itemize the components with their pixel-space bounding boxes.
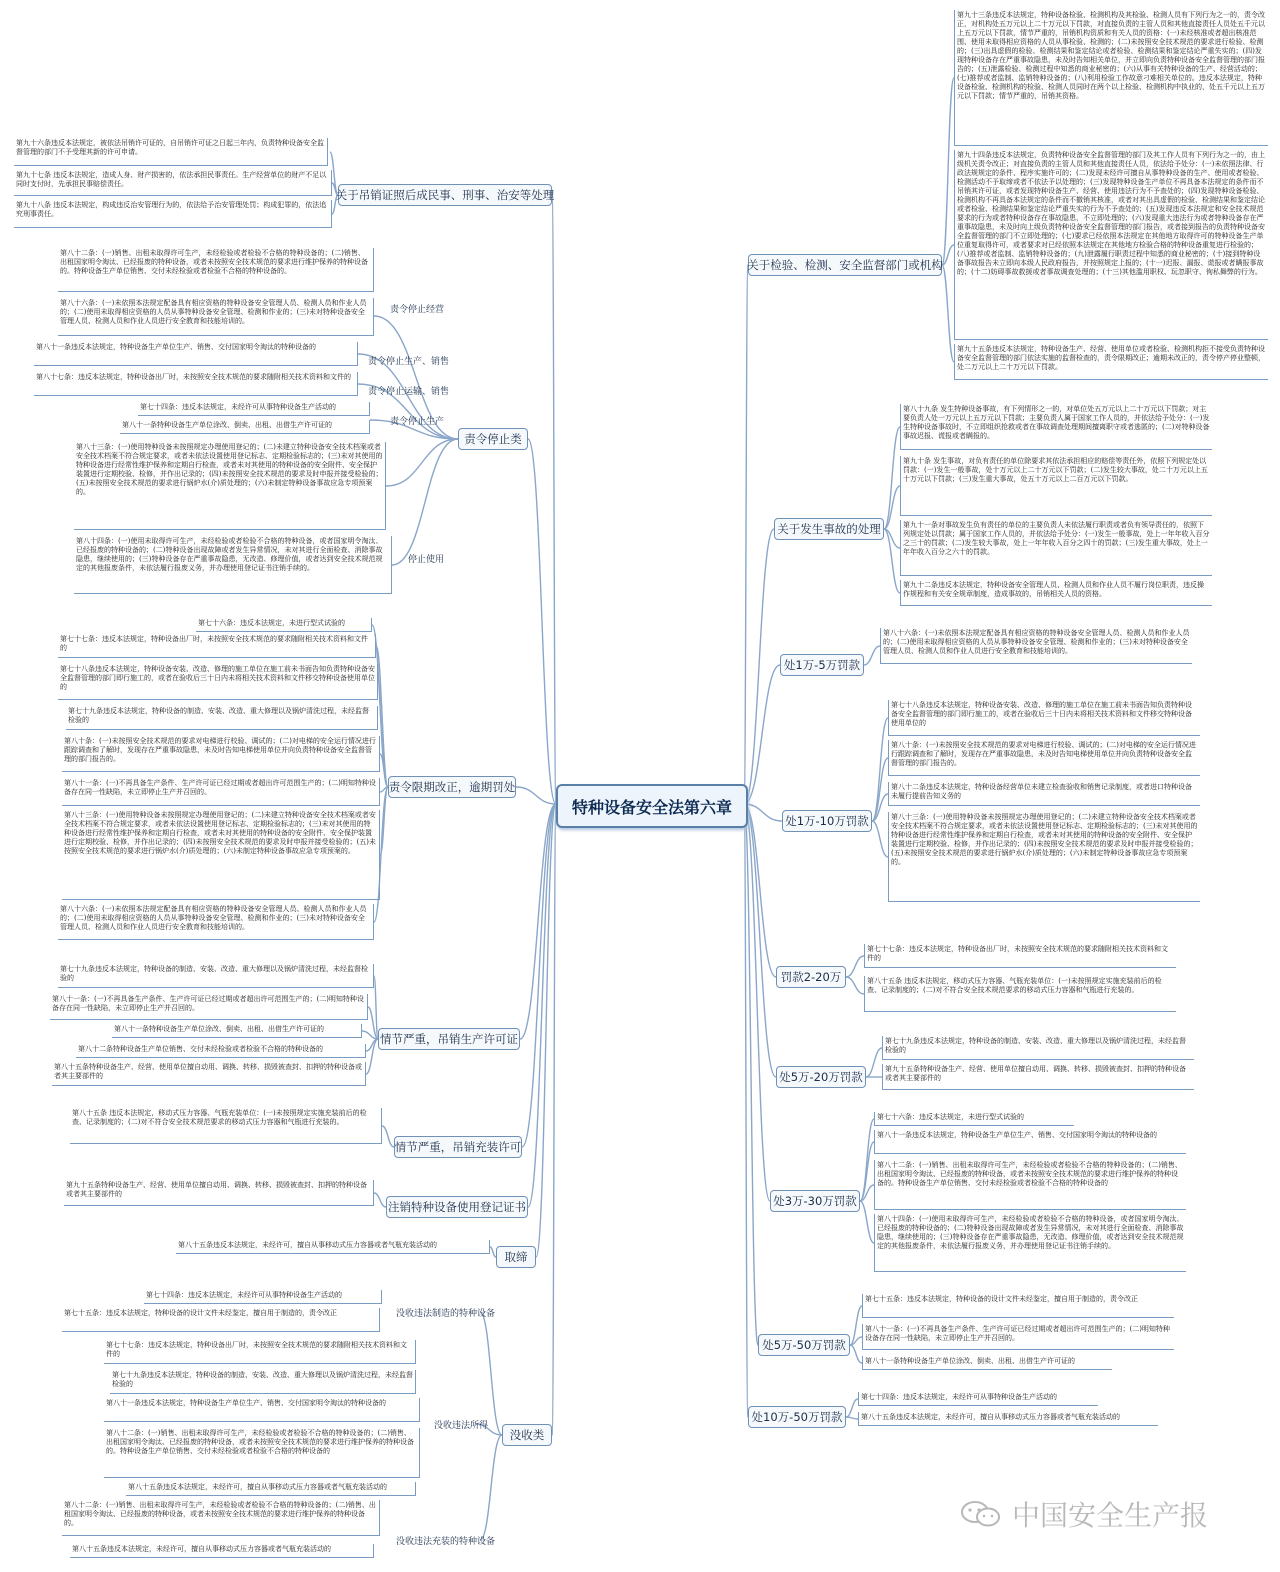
branch-cancel-registration[interactable]: 注销特种设备使用登记证书 bbox=[386, 1196, 528, 1218]
leaf-text: 第八十一条：(一)不再具备生产条件、生产许可证已经过期或者超出许可范围生产的；(二)明知特种设备存在同一性缺陷，未立即停止生产并召回的。 bbox=[62, 778, 380, 806]
connector-line bbox=[386, 439, 458, 486]
sub-stop-transport-sell[interactable]: 责令停止运输、销售 bbox=[368, 387, 450, 397]
connector-line bbox=[866, 1048, 882, 1077]
connector-line bbox=[846, 977, 864, 994]
leaf-text: 第八十六条：(一)未依照本法规定配备具有相应资格的特种设备安全管理人员、检测人员和作业人员的；(二)使用未取得相应资格的人员从事特种设备安全管理、检测和作业的；(三)未对特种设备安全管理人员、检测人员和作业人员进行安全教育和技能培训的。 bbox=[880, 628, 1192, 664]
leaf-text: 第八十一条特种设备生产单位涂改、倒卖、出租、出借生产许可证的 bbox=[862, 1356, 1112, 1370]
connector-line bbox=[942, 265, 954, 362]
leaf-text: 第七十五条：违反本法规定，特种设备的设计文件未经鉴定，擅自用于制造的，责令改正 bbox=[62, 1308, 380, 1332]
leaf-text: 第八十二条违反本法规定，特种设备经营单位未建立检查验收和销售记录制度，或者进口特种设备未履行提前告知义务的 bbox=[888, 782, 1200, 806]
leaf-text: 第八十一条违反本法规定，特种设备生产单位生产、销售、交付国家明令淘汰的特种设备的 bbox=[874, 1130, 1186, 1154]
leaf-text: 第八十一条违反本法规定，特种设备生产单位生产、销售、交付国家明令淘汰的特种设备的 bbox=[104, 1398, 420, 1422]
leaf-text: 第八十六条：(一)未依照本法规定配备具有相应资格的特种设备安全管理人员、检测人员和作业人员的；(二)使用未取得相应资格的人员从事特种设备安全管理、检测和作业的；(三)未对特种设备安全管理人员、检测人员和作业人员进行安全教育和技能培训的。 bbox=[58, 298, 374, 336]
connector-line bbox=[528, 804, 556, 1207]
leaf-text: 第九十六条违反本法规定，被依法吊销许可证的，自吊销许可证之日起三年内，负责特种设备安全监督管理的部门不予受理其新的许可申请。 bbox=[14, 138, 328, 166]
leaf-text: 第八十五条违反本法规定，未经许可，擅自从事移动式压力容器或者气瓶充装活动的 bbox=[70, 1544, 374, 1558]
branch-revoke-civil[interactable]: 关于吊销证照后成民事、刑事、治安等处理 bbox=[338, 184, 552, 206]
leaf-text: 第七十五条：违反本法规定，特种设备的设计文件未经鉴定，擅自用于制造的，责令改正 bbox=[862, 1294, 1174, 1318]
sub-stop-use[interactable]: 停止使用 bbox=[408, 555, 445, 565]
leaf-text: 第八十五条违反本法规定，未经许可，擅自从事移动式压力容器或者气瓶充装活动的 bbox=[126, 1482, 416, 1496]
connector-line bbox=[382, 1126, 394, 1147]
connector-line bbox=[374, 1193, 386, 1207]
connector-line bbox=[744, 665, 780, 804]
sub-stop-business[interactable]: 责令停止经营 bbox=[390, 305, 445, 315]
central-topic[interactable]: 特种设备安全法第六章 bbox=[556, 784, 748, 828]
leaf-text: 第七十八条违反本法规定，特种设备安装、改造、修理的施工单位在施工前未书面告知负责特种设备安全监督管理的部门即行施工的，或者在验收后三十日内未将相关技术资料和文件移交特种设备使用单位的 bbox=[58, 664, 378, 700]
branch-accident[interactable]: 关于发生事故的处理 bbox=[774, 518, 884, 540]
leaf-text: 第七十七条：违反本法规定，特种设备出厂时，未按照安全技术规范的要求随附相关技术资料和文件的 bbox=[864, 944, 1176, 968]
leaf-text: 第七十六条：违反本法规定，未进行型式试验的 bbox=[874, 1112, 1074, 1126]
connector-line bbox=[942, 78, 954, 265]
branch-fine-5-20[interactable]: 处5万-20万罚款 bbox=[776, 1066, 866, 1088]
sub-confiscate-illegal-made[interactable]: 没收违法制造的特种设备 bbox=[396, 1309, 496, 1319]
connector-line bbox=[552, 195, 556, 804]
leaf-text: 第八十二条特种设备生产单位销售、交付未经检验或者检验不合格的特种设备的 bbox=[76, 1044, 366, 1058]
connector-line bbox=[744, 529, 774, 804]
leaf-text: 第九十二条违反本法规定，特种设备安全管理人员、检测人员和作业人员不履行岗位职责，违反操作规程和有关安全规章制度，造成事故的，吊销相关人员的资格。 bbox=[900, 580, 1212, 606]
branch-revoke-license-severe[interactable]: 情节严重，吊销生产许可证 bbox=[378, 1028, 520, 1050]
leaf-text: 第八十一条特种设备生产单位涂改、倒卖、出租、出借生产许可证的 bbox=[120, 420, 370, 434]
leaf-text: 第八十三条：(一)使用特种设备未按照规定办理使用登记的；(二)未建立特种设备安全技术档案或者安全技术档案不符合规定要求，或者未依法设置使用登记标志、定期检验标志的；(三)未对其使用的特种设备进行经常性维护保养和定期自行检查，或者未对其使用的特种设备的安全附件、安全保护装置进行定期校验、检修，并作出记录的；(四)未按照安全技术规范的要求及时申报并接受检验的；(五)未按照安全技术规范的要求进行锅炉水(介)质处理的；(六)未制定特种设备事故应急专项预案的。 bbox=[74, 442, 386, 530]
connector-line bbox=[846, 1399, 858, 1417]
leaf-text: 第八十四条：(一)使用未取得许可生产，未经检验或者检验不合格的特种设备，或者国家明令淘汰、已经报废的特种设备的；(二)特种设备出现故障或者发生异常情况，未对其进行全面检查、消除事故隐患，继续使用的；(三)特种设备存在严重事故隐患，无改造、修理价值，或者达到安全技术规范规定的其他报废条件，未依法履行报废义务，并办理使用登记证书注销手续的。 bbox=[874, 1214, 1186, 1272]
leaf-text: 第七十九条违反本法规定，特种设备的制造、安装、改造、重大修理以及锅炉清洗过程，未经监督检验的 bbox=[58, 964, 374, 988]
leaf-text: 第八十二条：(一)销售、出租未取得许可生产，未经检验或者检验不合格的特种设备的；(二)销售、出租国家明令淘汰、已经报废的特种设备，或者未按照安全技术规范的要求进行维护保养的特种设备的。特种设备生产单位销售、交付未经检验或者检验不合格的特种设备的 bbox=[874, 1160, 1186, 1210]
leaf-text: 第七十九条违反本法规定，特种设备的制造、安装、改造、重大修理以及锅炉清洗过程，未经监督检验的 bbox=[110, 1370, 416, 1394]
connector-line bbox=[850, 1306, 862, 1345]
connector-line bbox=[744, 265, 748, 804]
leaf-text: 第八十一条：(一)不再具备生产条件、生产许可证已经过期或者超出许可范围生产的；(二)明知特种设备存在同一性缺陷，未立即停止生产并召回的。 bbox=[50, 994, 368, 1020]
branch-rectify[interactable]: 责令限期改正，逾期罚处 bbox=[388, 776, 516, 798]
leaf-text: 第八十一条特种设备生产单位涂改、倒卖、出租、出借生产许可证的 bbox=[112, 1024, 362, 1038]
sub-stop-production[interactable]: 责令停止生产 bbox=[390, 417, 445, 427]
leaf-text: 第八十五条 违反本法规定，移动式压力容器、气瓶充装单位：(一)未按照规定实施充装前后的检查、记录制度的；(二)对不符合安全技术规范要求的移动式压力容器和气瓶进行充装的。 bbox=[70, 1108, 382, 1144]
leaf-text: 第八十条：(一)未按照安全技术规范的要求对电梯进行校验、调试的；(二)对电梯的安全运行情况进行跟踪调查和了解时，发现存在严重事故隐患，未及时告知电梯使用单位并向负责特种设备安全监督管理的部门报告的。 bbox=[62, 736, 380, 772]
connector-line bbox=[552, 804, 556, 1435]
leaf-text: 第七十九条违反本法规定，特种设备的制造、安装、改造、重大修理以及锅炉清洗过程，未经监督检验的 bbox=[66, 706, 378, 730]
connector-line bbox=[744, 804, 748, 1417]
branch-fine-5-50[interactable]: 处5万-50万罚款 bbox=[758, 1334, 850, 1356]
branch-confiscate[interactable]: 没收类 bbox=[502, 1424, 552, 1446]
leaf-text: 第七十七条：违反本法规定，特种设备出厂时，未按照安全技术规范的要求随附相关技术资料和文件的 bbox=[104, 1340, 416, 1364]
connector-line bbox=[864, 646, 880, 665]
leaf-text: 第七十八条违反本法规定，特种设备安装、改造、修理的施工单位在施工前未书面告知负责特种设备安全监督管理的部门即行施工的，或者在验收后三十日内未将相关技术资料和文件移交特种设备使用单位的 bbox=[888, 700, 1200, 736]
connector-line bbox=[536, 804, 556, 1257]
leaf-text: 第八十五条违反本法规定，未经许可，擅自从事移动式压力容器或者气瓶充装活动的 bbox=[176, 1240, 490, 1254]
leaf-text: 第八十九条 发生特种设备事故，有下列情形之一的，对单位处五万元以上二十万元以下罚款；对主要负责人处一万元以上五万元以下罚款；主要负责人属于国家工作人员的，并依法给予处分：(一)发生特种设备事故时，不立即组织抢救或者在事故调查处理期间擅离职守或者逃匿的；(二)对特种设备事故迟报、谎报或者瞒报的。 bbox=[900, 404, 1212, 450]
sub-confiscate-income[interactable]: 没收违法所得 bbox=[434, 1421, 489, 1431]
leaf-text: 第七十四条：违反本法规定，未经许可从事特种设备生产活动的 bbox=[144, 1290, 382, 1304]
watermark bbox=[960, 1494, 1240, 1534]
sub-confiscate-illegal-filled[interactable]: 没收违法充装的特种设备 bbox=[396, 1537, 496, 1547]
branch-revoke-fill-severe[interactable]: 情节严重，吊销充装许可 bbox=[394, 1136, 522, 1158]
sub-stop-produce-sell[interactable]: 责令停止生产、销售 bbox=[368, 357, 450, 367]
connector-line bbox=[528, 439, 556, 804]
connector-line bbox=[884, 427, 900, 529]
leaf-text: 第八十二条：(一)销售、出租未取得许可生产，未经检验或者检验不合格的特种设备的；(二)销售、出租国家明令淘汰、已经报废的特种设备，或者未按照安全技术规范的要求进行维护保养的特种设备的。特种设备生产单位销售、交付未经检验或者检验不合格的特种设备的。 bbox=[58, 248, 374, 292]
branch-fine-1-5[interactable]: 处1万-5万罚款 bbox=[780, 654, 864, 676]
wechat-icon bbox=[960, 1500, 1002, 1528]
leaf-text: 第九十五条违反本法规定，特种设备生产、经营、使用单位或者检验、检测机构拒不接受负责特种设备安全监督管理的部门依法实施的监督检查的，责令限期改正；逾期未改正的，责令停产停业整顿，处二万元以上二十万元以下罚款。 bbox=[954, 344, 1268, 380]
leaf-text: 第九十五条特种设备生产、经营、使用单位擅自动用、调换、转移、损毁被查封、扣押的特种设备或者其主要部件的 bbox=[882, 1064, 1194, 1090]
leaf-text: 第九十一条对事故发生负有责任的单位的主要负责人未依法履行职责或者负有领导责任的，依照下列规定处以罚款；属于国家工作人员的，并依法给予处分：(一)发生一般事故，处上一年年收入百分之三十的罚款；(二)发生较大事故，处上一年年收入百分之四十的罚款；(三)发生重大事故，处上一年年收入百分之六十的罚款。 bbox=[900, 520, 1212, 576]
leaf-text: 第八十六条：(一)未依照本法规定配备具有相应资格的特种设备安全管理人员、检测人员和作业人员的；(二)使用未取得相应资格的人员从事特种设备安全管理、检测和作业的；(三)未对特种设备安全管理人员、检测人员和作业人员进行安全教育和技能培训的。 bbox=[58, 904, 374, 940]
branch-inspection[interactable]: 关于检验、检测、安全监督部门或机构 bbox=[748, 254, 942, 276]
leaf-text: 第八十五条 违反本法规定，移动式压力容器、气瓶充装单位：(一)未按照规定实施充装前后的检查、记录制度的；(二)对不符合安全技术规范要求的移动式压力容器和气瓶进行充装的。 bbox=[864, 976, 1176, 1012]
connector-line bbox=[480, 1312, 502, 1435]
leaf-text: 第七十四条：违反本法规定，未经许可从事特种设备生产活动的 bbox=[138, 402, 370, 416]
leaf-text: 第八十七条：违反本法规定，特种设备出厂时，未按照安全技术规范的要求随附相关技术资料和文件的 bbox=[34, 372, 358, 396]
leaf-text: 第八十五条违反本法规定，未经许可，擅自从事移动式压力容器或者气瓶充装活动的 bbox=[858, 1412, 1158, 1426]
leaf-text: 第八十一条违反本法规定，特种设备生产单位生产、销售、交付国家明令淘汰的特种设备的 bbox=[34, 342, 358, 366]
leaf-text: 第七十四条：违反本法规定，未经许可从事特种设备生产活动的 bbox=[858, 1392, 1098, 1406]
connector-line bbox=[846, 956, 864, 977]
branch-fine-3-30[interactable]: 处3万-30万罚款 bbox=[770, 1190, 860, 1212]
leaf-text: 第七十七条：违反本法规定，特种设备出厂时，未按照安全技术规范的要求随附相关技术资料和文件的 bbox=[58, 634, 376, 658]
leaf-text: 第九十四条违反本法规定，负责特种设备安全监督管理的部门及其工作人员有下列行为之一的，由上级机关责令改正；对直接负责的主管人员和其他直接责任人员，依法给予处分：(一)未依照法律、行政法规规定的条件、程序实施许可的；(二)发现未经许可擅自从事特种设备的生产、使用或者检验、检测活动不予取缔或者不依法予以处理的；(三)发现特种设备生产单位不再具备本法规定的条件而不吊销其许可证，或者发现特种设备生产、经营、使用违法行为不予查处的；(四)发现特种设备检验、检测机构不再具备本法规定的条件而不撤销其核准，或者对其出具虚假的检验、检测结果和鉴定结论或者检验、检测结果和鉴定结论严重失实的行为不予查处的；(五)发现违反本法规定和安全技术规范要求的行为或者特种设备存在事故隐患，不立即处理的；(六)发现重大违法行为或者特种设备存在严重事故隐患，未及时向上级负责特种设备安全监督管理的部门报告，或者接到报告的负责特种设备安全监督管理的部门不立即处理的；(七)要求已经依照本法规定在其他地方取得许可的特种设备生产单位重复取得许可，或者要求对已经依照本法规定在其他地方检验合格的特种设备重复进行检验的；(八)推荐或者监制、监销特种设备的；(九)泄露履行职责过程中知悉的商业秘密的；(十)接到特种设备事故报告未立即向本级人民政府报告，并按照规定上报的；(十一)迟报、漏报、谎报或者瞒报事故的；(十二)妨碍事故救援或者事故调查处理的；(十三)其他滥用职权、玩忽职守、徇私舞弊的行为。 bbox=[954, 150, 1268, 340]
connector-line bbox=[860, 1119, 874, 1201]
leaf-text: 第九十条 发生事故，对负有责任的单位除要求其依法承担相应的赔偿等责任外，依照下列规定处以罚款：(一)发生一般事故，处十万元以上二十万元以下罚款；(二)发生较大事故，处二十万元以上五十万元以下罚款；(三)发生重大事故，处五十万元以上二百万元以下罚款。 bbox=[900, 456, 1212, 516]
connector-line bbox=[850, 1345, 862, 1363]
connector-line bbox=[872, 821, 888, 857]
branch-fine-2-20[interactable]: 罚款2-20万 bbox=[776, 966, 846, 988]
leaf-text: 第八十一条：(一)不再具备生产条件、生产许可证已经过期或者超出许可范围生产的；(二)明知特种设备存在同一性缺陷，未立即停止生产并召回的。 bbox=[862, 1324, 1174, 1350]
branch-stop-use[interactable]: 责令停止类 bbox=[458, 428, 528, 450]
leaf-text: 第七十九条违反本法规定，特种设备的制造、安装、改造、重大修理以及锅炉清洗过程，未经监督检验的 bbox=[882, 1036, 1194, 1060]
connector-line bbox=[860, 1201, 874, 1243]
leaf-text: 第八十五条特种设备生产、经营、使用单位擅自动用、调换、转移、损毁被查封、扣押的特种设备或者其主要部件的 bbox=[52, 1062, 366, 1086]
leaf-text: 第八十二条：(一)销售、出租未取得许可生产，未经检验或者检验不合格的特种设备的；(二)销售、出租国家明令淘汰、已经报废的特种设备，或者未按照安全技术规范的要求进行维护保养的特种设备的。 bbox=[62, 1500, 380, 1536]
leaf-text: 第九十五条特种设备生产、经营、使用单位擅自动用、调换、转移、损毁被查封、扣押的特种设备或者其主要部件的 bbox=[64, 1180, 374, 1206]
leaf-text: 第九十三条违反本法规定，特种设备检验、检测机构及其检验、检测人员有下列行为之一的，责令改正，对机构处五万元以上二十万元以下罚款，对直接负责的主管人员和其他直接责任人员处五千元以上五万元以下罚款，情节严重的，吊销机构资质和有关人员的资格：(一)未经核准或者超出核准范围、使用未取得相应资格的人员从事检验、检测的；(二)未按照安全技术规范的要求进行检验、检测的；(三)出具虚假的检验、检测结果和鉴定结论或者检验、检测结果和鉴定结论严重失实的；(四)发现特种设备存在严重事故隐患，未及时告知相关单位，并立即向负责特种设备安全监督管理的部门报告的；(五)泄露检验、检测过程中知悉的商业秘密的；(六)从事有关特种设备的生产、经营活动的；(七)推荐或者监制、监销特种设备的；(八)利用检验工作故意刁难相关单位的。违反本法规定，特种设备检验、检测机构的检验、检测人员同时在两个以上检验、检测机构中执业的，处五千元以上五万元以下罚款；情节严重的，吊销其资格。 bbox=[954, 10, 1268, 146]
leaf-text: 第八十条：(一)未按照安全技术规范的要求对电梯进行校验、调试的；(二)对电梯的安全运行情况进行跟踪调查和了解时，发现存在严重事故隐患，未及时告知电梯使用单位并向负责特种设备安全监督管理的部门报告的。 bbox=[888, 740, 1200, 776]
branch-fine-1-10[interactable]: 处1万-10万罚款 bbox=[782, 810, 872, 832]
leaf-text: 第七十六条：违反本法规定，未进行型式试验的 bbox=[196, 618, 372, 632]
leaf-text: 第八十三条：(一)使用特种设备未按照规定办理使用登记的；(二)未建立特种设备安全技术档案或者安全技术档案不符合规定要求，或者未依法设置使用登记标志、定期检验标志的；(三)未对其使用的特种设备进行经常性维护保养和定期自行检查，或者未对其使用的特种设备的安全附件、安全保护装置进行定期校验、检修，并作出记录的；(四)未按照安全技术规范的要求及时申报并接受检验的；(五)未按照安全技术规范的要求进行锅炉水(介)质处理的；(六)未制定特种设备事故应急专项预案的。 bbox=[888, 812, 1200, 902]
leaf-text: 第八十三条：(一)使用特种设备未按照规定办理使用登记的；(二)未建立特种设备安全技术档案或者安全技术档案不符合规定要求，或者未依法设置使用登记标志、定期检验标志的；(三)未对其使用的特种设备进行经常性维护保养和定期自行检查，或者未对其使用的特种设备的安全附件、安全保护装置进行定期校验、检修，并作出记录的；(四)未按照安全技术规范的要求及时申报并接受检验的；(五)未按照安全技术规范的要求进行锅炉水(介)质处理的；(六)未制定特种设备事故应急专项预案的。 bbox=[62, 810, 380, 900]
connector-line bbox=[846, 1417, 858, 1419]
leaf-text: 第八十二条：(一)销售、出租未取得许可生产，未经检验或者检验不合格的特种设备的；(二)销售、出租国家明令淘汰、已经报废的特种设备，或者未按照安全技术规范的要求进行维护保养的特种设备的。特种设备生产单位销售、交付未经检验或者检验不合格的特种设备的 bbox=[104, 1428, 420, 1478]
branch-ban[interactable]: 取缔 bbox=[496, 1246, 536, 1268]
branch-fine-10-50[interactable]: 处10万-50万罚款 bbox=[748, 1406, 846, 1428]
connector-line bbox=[480, 1435, 502, 1540]
watermark-text: 中国安全生产报 bbox=[1012, 1499, 1209, 1532]
connector-line bbox=[516, 787, 556, 804]
leaf-text: 第九十七条 违反本法规定，造成人身、财产损害的，依法承担民事责任。生产经营单位的财产不足以同时支付时，先承担民事赔偿责任。 bbox=[14, 170, 332, 196]
leaf-text: 第八十四条：(一)使用未取得许可生产，未经检验或者检验不合格的特种设备，或者国家明令淘汰、已经报废的特种设备的；(二)特种设备出现故障或者发生异常情况，未对其进行全面检查、消除事故隐患，继续使用的；(三)特种设备存在严重事故隐患，无改造、修理价值，或者达到安全技术规范规定的其他报废条件，未依法履行报废义务，并办理使用登记证书注销手续的。 bbox=[74, 536, 392, 594]
leaf-text: 第九十八条 违反本法规定，构成违反治安管理行为的，依法给予治安管理处罚；构成犯罪的，依法追究刑事责任。 bbox=[14, 200, 332, 228]
